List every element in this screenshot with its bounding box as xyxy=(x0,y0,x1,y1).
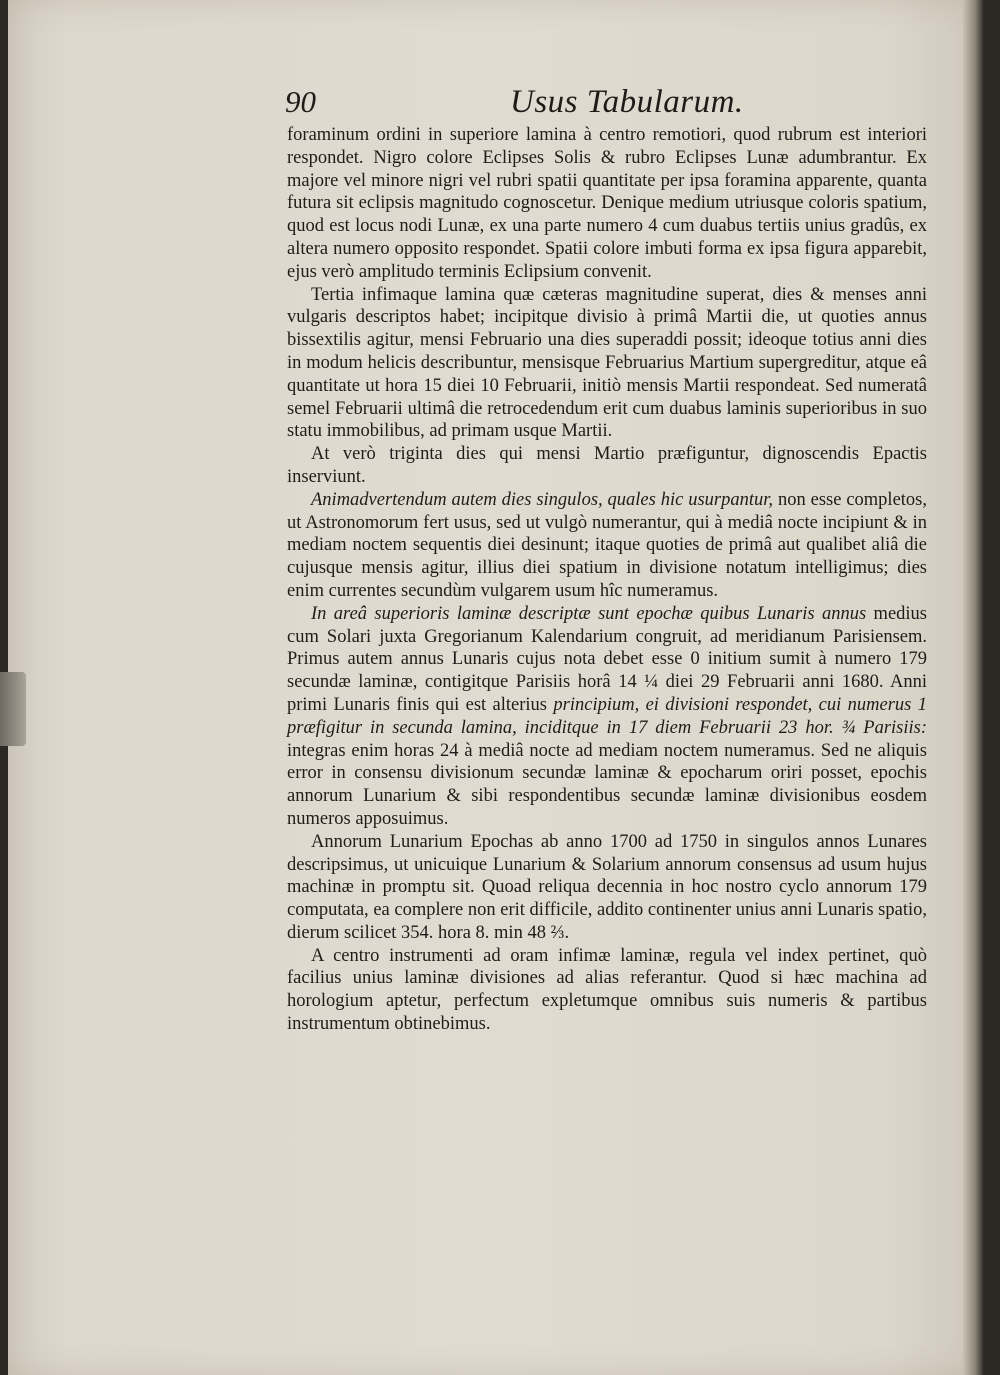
italic-text: In areâ superioris laminæ descriptæ sunt epochæ quibus Lunaris annus xyxy=(311,603,867,624)
page-edge-tab xyxy=(0,672,26,746)
page-header xyxy=(285,84,945,128)
italic-text: Animadvertendum autem dies singulos, quales hic usurpantur, xyxy=(311,489,774,510)
page-number: 90 xyxy=(285,84,316,119)
text-run: Annorum Lunarium Epochas ab anno 1700 ad 1750 in singulos annos Lunares descripsimus, ut unicuique Lunarium & Solarium annorum consensus ad usum hujus machinæ in promptu sit. Quoad reliqua decennia in hoc nostro cyclo annorum 179 computata, ea complere non erit difficile, addito continenter unius anni Lunaris spatio, dierum scilicet 354. hora 8. min 48 ⅔. xyxy=(287,831,927,943)
page-gutter xyxy=(963,0,983,1375)
text-run: At verò triginta dies qui mensi Martio præfiguntur, dignoscendis Epactis inserviunt. xyxy=(287,444,927,487)
body-text xyxy=(287,124,927,1036)
paragraph xyxy=(287,443,927,489)
paragraph xyxy=(287,489,927,603)
italic-text: principium, ei divisioni respondet, cui numerus 1 præfigitur in secunda lamina, inciditque in 17 diem Februarii 23 hor. ¾ Parisiis: xyxy=(287,694,928,738)
text-run: foraminum ordini in superiore lamina à centro remotiori, quod rubrum est interiori respondet. Nigro colore Eclipses Solis & rubro Eclipses Lunæ adumbrantur. Ex majore vel minore nigri vel rubri spatii quantitate per ipsa foramina apparente, quanta futura sit eclipsis magnitudo cognoscetur. Denique medium utriusque coloris spatium, quod est locus nodi Lunæ, ex una parte numero 4 cum duabus tertiis unius gradûs, ex altera numero opposito respondet. Spatii colore imbuti forma ex ipsa figura apparebit, ejus verò amplitudo terminis Eclipsium convenit. xyxy=(287,125,927,282)
text-run: non esse completos, ut Astronomorum fert usus, sed ut vulgò numerantur, qui à mediâ nocte incipiunt & in mediam noctem sequentis diei desinunt; itaque quoties de primâ aut qualibet aliâ die cujusque mensis agitur, illius diei spatium in divisione notatum intelligimus; dies enim currentes secundùm vulgarem usum hîc numeramus. xyxy=(287,489,927,601)
paragraph xyxy=(287,603,927,831)
text-run: Tertia infimaque lamina quæ cæteras magnitudine superat, dies & menses anni vulgaris descriptos habet; incipitque divisio à primâ Martii die, ut quoties annus bissextilis agitur, mensi Februario una dies superaddi possit; ideoque totius anni dies in modum helicis describuntur, mensisque Februarius Martium supergreditur, atque eâ quantitate ut hora 15 diei 10 Februarii, initiò mensis Martii respondeat. Sed numeratâ semel Februarii ultimâ die retrocedendum erit cum duabus laminis superioribus in suo statu immobilibus, ad primam usque Martii. xyxy=(287,284,927,442)
text-run: medius cum Solari juxta Gregorianum Kalendarium congruit, ad meridianum Parisiensem. Primus autem annus Lunaris cujus nota debet esse 0 initium sumit à numero 179 secundæ laminæ, contigitque Parisiis horâ 14 ¼ diei 29 Februarii anni 1680. Anni primi Lunaris finis qui est alterius xyxy=(287,603,927,715)
paragraph xyxy=(287,124,927,284)
paragraph xyxy=(287,831,927,945)
paragraph xyxy=(287,284,927,444)
text-run: integras enim horas 24 à mediâ nocte ad mediam noctem numeramus. Sed ne aliquis error in consensu divisionum secundæ laminæ & epocharum oriri posset, epochis annorum Lunarium & sibi respondentibus secundæ laminæ divisionibus eosdem numeros apposuimus. xyxy=(287,740,927,829)
running-title: Usus Tabularum. xyxy=(510,84,744,120)
text-run: A centro instrumenti ad oram infimæ laminæ, regula vel index pertinet, quò facilius unius laminæ divisiones ad alias referantur. Quod si hæc machina ad horologium aptetur, perfectum expletumque omnibus suis numeris & partibus instrumentum obtinebimus. xyxy=(287,945,927,1035)
paragraph xyxy=(287,945,927,1036)
